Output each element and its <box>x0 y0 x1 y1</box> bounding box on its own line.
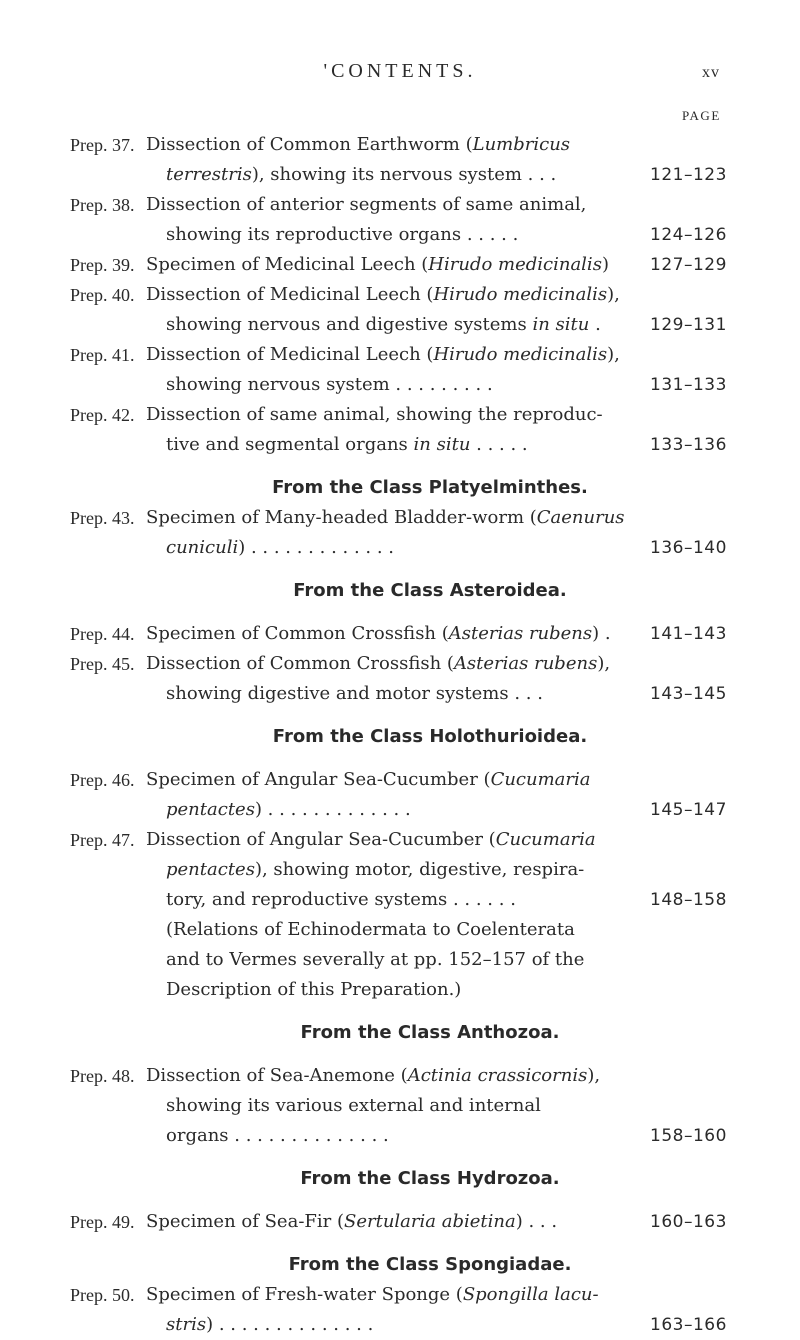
note-text: Description of this Preparation.) <box>166 979 462 1000</box>
entry-description: Dissection of same animal, showing the reproduc- <box>146 404 603 425</box>
entry-description: pentactes) . . . . . . . . . . . . . <box>166 799 411 820</box>
toc-entry-line <box>0 1207 800 1237</box>
entry-description: stris) . . . . . . . . . . . . . . <box>166 1314 374 1335</box>
entry-description: Dissection of Common Crossfish (Asterias rubens), <box>146 653 611 674</box>
prep-number: Prep. 45. <box>70 654 135 674</box>
prep-number: Prep. 39. <box>70 255 135 275</box>
section-heading: From the Class Platyelminthes. <box>272 477 588 498</box>
prep-number: Prep. 47. <box>70 830 135 850</box>
toc-entry-line <box>0 649 800 679</box>
toc-entry-line <box>0 765 800 795</box>
entry-description: tory, and reproductive systems . . . . . . <box>166 889 516 910</box>
entry-description: pentactes), showing motor, digestive, respira- <box>166 859 585 880</box>
toc-entry-line <box>0 220 800 250</box>
page-range: 131–133 <box>650 375 727 395</box>
prep-number: Prep. 42. <box>70 405 135 425</box>
entry-description: showing its various external and internal <box>166 1095 541 1116</box>
page-range: 160–163 <box>650 1212 727 1232</box>
page-range: 158–160 <box>650 1126 727 1146</box>
toc-entry-line <box>0 855 800 885</box>
toc-entry-line <box>0 795 800 825</box>
section-heading: From the Class Asteroidea. <box>293 580 567 601</box>
entry-description: Specimen of Many-headed Bladder-worm (Caenurus <box>146 507 625 528</box>
entry-description: Dissection of Medicinal Leech (Hirudo medicinalis), <box>146 344 620 365</box>
section-heading: From the Class Spongiadae. <box>288 1254 572 1275</box>
toc-entry-line <box>0 190 800 220</box>
toc-entry-line <box>0 1091 800 1121</box>
page-range: 127–129 <box>650 255 727 275</box>
section-heading: From the Class Anthozoa. <box>300 1022 560 1043</box>
page-range: 143–145 <box>650 684 727 704</box>
prep-number: Prep. 48. <box>70 1066 135 1086</box>
entry-description: Dissection of Sea-Anemone (Actinia crassicornis), <box>146 1065 601 1086</box>
toc-entry-line <box>0 885 800 915</box>
toc-entry-line <box>0 1061 800 1091</box>
toc-entry-line <box>0 619 800 649</box>
page-range: 124–126 <box>650 225 727 245</box>
toc-entry-line <box>0 533 800 563</box>
toc-entry-line <box>0 825 800 855</box>
page-range: 121–123 <box>650 165 727 185</box>
prep-number: Prep. 38. <box>70 195 135 215</box>
entry-description: Specimen of Sea-Fir (Sertularia abietina) . . . <box>146 1211 558 1232</box>
entry-description: Specimen of Medicinal Leech (Hirudo medicinalis) <box>146 254 609 275</box>
toc-entry-line <box>0 280 800 310</box>
toc-entry-line <box>0 1310 800 1340</box>
prep-number: Prep. 41. <box>70 345 135 365</box>
entry-description: Dissection of Angular Sea-Cucumber (Cucumaria <box>146 829 596 850</box>
toc-entry-line <box>0 503 800 533</box>
page-column-label: PAGE <box>682 108 721 123</box>
page-range: 129–131 <box>650 315 727 335</box>
section-heading: From the Class Hydrozoa. <box>300 1168 560 1189</box>
page-range: 163–166 <box>650 1315 727 1335</box>
prep-number: Prep. 49. <box>70 1212 135 1232</box>
prep-number: Prep. 37. <box>70 135 135 155</box>
prep-number: Prep. 50. <box>70 1285 135 1305</box>
entry-description: Dissection of Medicinal Leech (Hirudo medicinalis), <box>146 284 620 305</box>
entry-description: Specimen of Common Crossfish (Asterias rubens) . <box>146 623 611 644</box>
toc-entry-line <box>0 400 800 430</box>
toc-entry-line <box>0 430 800 460</box>
entry-description: showing nervous and digestive systems in situ . <box>166 314 601 335</box>
prep-number: Prep. 43. <box>70 508 135 528</box>
prep-number: Prep. 40. <box>70 285 135 305</box>
entry-description: terrestris), showing its nervous system . . . <box>166 164 557 185</box>
entry-description: Specimen of Angular Sea-Cucumber (Cucumaria <box>146 769 591 790</box>
toc-entry-line <box>0 250 800 280</box>
toc-entry-line <box>0 160 800 190</box>
page-range: 141–143 <box>650 624 727 644</box>
prep-number: Prep. 46. <box>70 770 135 790</box>
entry-description: cuniculi) . . . . . . . . . . . . . <box>166 537 395 558</box>
entry-description: Dissection of anterior segments of same animal, <box>146 194 587 215</box>
toc-entry-line <box>0 130 800 160</box>
entry-description: organs . . . . . . . . . . . . . . <box>166 1125 389 1146</box>
page-number: xv <box>702 64 720 81</box>
entry-description: showing digestive and motor systems . . . <box>166 683 543 704</box>
toc-entry-line <box>0 1280 800 1310</box>
running-head: 'CONTENTS. <box>323 60 477 82</box>
toc-entry-line <box>0 310 800 340</box>
toc-entry-line <box>0 340 800 370</box>
page-range: 148–158 <box>650 890 727 910</box>
entry-description: Specimen of Fresh-water Sponge (Spongilla lacu- <box>146 1284 599 1305</box>
page-range: 145–147 <box>650 800 727 820</box>
entry-description: showing its reproductive organs . . . . . <box>166 224 519 245</box>
prep-number: Prep. 44. <box>70 624 135 644</box>
toc-entry-line <box>0 679 800 709</box>
note-text: (Relations of Echinodermata to Coelenterata <box>166 919 575 940</box>
entry-description: tive and segmental organs in situ . . . . . <box>166 434 528 455</box>
toc-entry-line <box>0 1121 800 1151</box>
page-range: 136–140 <box>650 538 727 558</box>
entry-description: Dissection of Common Earthworm (Lumbricus <box>146 134 571 155</box>
page-range: 133–136 <box>650 435 727 455</box>
note-text: and to Vermes severally at pp. 152–157 of the <box>166 949 585 970</box>
entry-description: showing nervous system . . . . . . . . . <box>166 374 493 395</box>
section-heading: From the Class Holothurioidea. <box>272 726 588 747</box>
toc-entry-line <box>0 370 800 400</box>
